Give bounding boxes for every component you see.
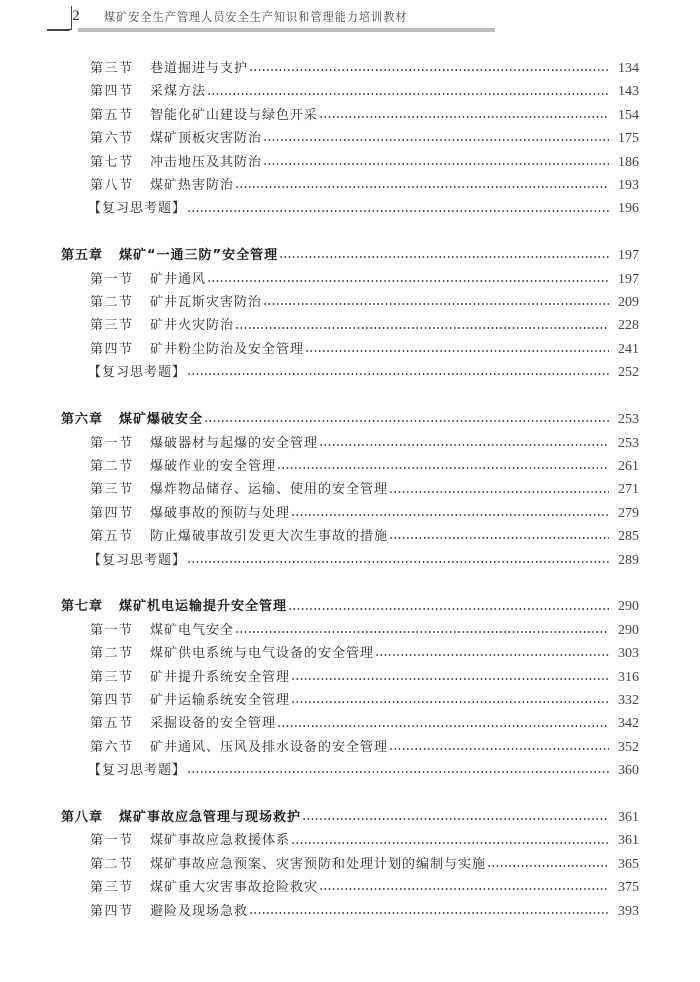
dot-leader: [288, 608, 609, 610]
toc-section-entry[interactable]: [0, 736, 700, 759]
toc-section-entry[interactable]: [0, 900, 700, 923]
dot-leader: [263, 139, 609, 141]
page-reference: 143: [618, 84, 639, 100]
dot-leader: [291, 701, 609, 703]
dot-leader: [291, 842, 609, 844]
page-reference: 290: [618, 599, 639, 615]
dot-leader: [263, 303, 609, 305]
page-reference: 253: [618, 412, 639, 428]
dot-leader: [302, 818, 609, 820]
section-title: 矿井运输系统安全管理: [150, 692, 291, 708]
toc-section-entry[interactable]: [0, 455, 700, 478]
toc-chapter-entry[interactable]: [0, 806, 700, 829]
toc-section-entry[interactable]: [0, 642, 700, 665]
section-title: 爆破事故的预防与处理: [150, 505, 291, 521]
chapter-number: 第五章: [61, 248, 104, 264]
section-number: 第三节: [90, 669, 134, 685]
page-reference: 352: [618, 739, 639, 755]
dot-leader: [207, 93, 609, 95]
page-reference: 209: [618, 295, 639, 311]
dot-leader: [277, 725, 609, 727]
toc-review-entry[interactable]: [0, 759, 700, 782]
toc-section-entry[interactable]: [0, 619, 700, 642]
toc-spacer: [0, 221, 700, 244]
toc-section-entry[interactable]: [0, 829, 700, 852]
section-title: 矿井提升系统安全管理: [150, 669, 291, 685]
dot-leader: [319, 116, 609, 118]
dot-leader: [204, 420, 609, 422]
section-number: 第二节: [90, 856, 134, 872]
section-number: 第二节: [90, 295, 134, 311]
dot-leader: [187, 561, 609, 563]
section-title: 冲击地压及其防治: [150, 154, 263, 170]
dot-leader: [319, 888, 609, 890]
toc-spacer: [0, 783, 700, 806]
toc-section-entry[interactable]: [0, 104, 700, 127]
dot-leader: [249, 69, 609, 71]
dot-leader: [187, 373, 609, 375]
table-of-contents: [0, 57, 700, 923]
section-number: 第四节: [90, 341, 134, 357]
section-title: 智能化矿山建设与绿色开采: [150, 107, 319, 123]
section-title: 煤矿热害防治: [150, 178, 235, 194]
dot-leader: [187, 771, 609, 773]
page-reference: 342: [618, 716, 639, 732]
toc-section-entry[interactable]: [0, 151, 700, 174]
chapter-title: 煤矿爆破安全: [119, 412, 204, 428]
section-number: 第三节: [90, 482, 134, 498]
page-reference: 361: [618, 810, 639, 825]
toc-section-entry[interactable]: [0, 127, 700, 150]
toc-section-entry[interactable]: [0, 80, 700, 103]
page-reference: 186: [618, 154, 639, 170]
page-reference: 261: [618, 458, 639, 474]
section-number: 第七节: [90, 154, 134, 170]
toc-chapter-entry[interactable]: [0, 595, 700, 618]
section-number: 第一节: [90, 271, 134, 287]
section-title: 煤矿顶板灾害防治: [150, 131, 263, 147]
chapter-number: 第八章: [61, 810, 104, 825]
section-number: 第四节: [90, 505, 134, 521]
section-title: 矿井瓦斯灾害防治: [150, 295, 263, 311]
section-number: 第三节: [90, 880, 134, 896]
section-title: 矿井通风、压风及排水设备的安全管理: [150, 739, 389, 755]
toc-section-entry[interactable]: [0, 57, 700, 80]
page-reference: 193: [618, 178, 639, 194]
section-title: 矿井粉尘防治及安全管理: [150, 341, 305, 357]
toc-chapter-entry[interactable]: [0, 408, 700, 431]
toc-section-entry[interactable]: [0, 876, 700, 899]
dot-leader: [375, 654, 609, 656]
page-number: 2: [72, 8, 80, 24]
dot-leader: [319, 444, 609, 446]
page-reference: 316: [618, 669, 639, 685]
section-number: 第五节: [90, 107, 134, 123]
toc-spacer: [0, 385, 700, 408]
review-title: 【复习思考题】: [88, 552, 187, 568]
dot-leader: [235, 631, 609, 633]
toc-section-entry[interactable]: [0, 314, 700, 337]
toc-section-entry[interactable]: [0, 478, 700, 501]
review-title: 【复习思考题】: [88, 763, 187, 779]
dot-leader: [291, 514, 609, 516]
dot-leader: [235, 327, 609, 329]
section-title: 煤矿电气安全: [150, 622, 235, 638]
section-title: 矿井通风: [150, 271, 207, 287]
toc-section-entry[interactable]: [0, 268, 700, 291]
toc-section-entry[interactable]: [0, 291, 700, 314]
section-title: 矿井火灾防治: [150, 318, 235, 334]
page-reference: 303: [618, 646, 639, 662]
header-rule-bar: [78, 28, 495, 32]
dot-leader: [389, 748, 609, 750]
toc-review-entry[interactable]: [0, 361, 700, 384]
page-reference: 196: [618, 201, 639, 217]
dot-leader: [207, 280, 609, 282]
page-reference: 332: [618, 692, 639, 708]
chapter-title: 煤矿事故应急管理与现场救护: [119, 810, 302, 825]
page-reference: 175: [618, 131, 639, 147]
review-title: 【复习思考题】: [88, 365, 187, 381]
section-number: 第五节: [90, 716, 134, 732]
section-title: 煤矿事故应急预案、灾害预防和处理计划的编制与实施: [150, 856, 487, 872]
page-reference: 360: [618, 763, 639, 779]
page-reference: 252: [618, 365, 639, 381]
page-reference: 290: [618, 622, 639, 638]
page-reference: 134: [618, 61, 639, 76]
section-title: 采煤方法: [150, 84, 207, 100]
dot-leader: [487, 865, 609, 867]
chapter-number: 第六章: [61, 412, 104, 428]
section-title: 煤矿供电系统与电气设备的安全管理: [150, 646, 375, 662]
page-reference: 241: [618, 341, 639, 357]
toc-chapter-entry[interactable]: [0, 244, 700, 267]
section-number: 第三节: [90, 61, 134, 76]
section-number: 第六节: [90, 131, 134, 147]
section-number: 第六节: [90, 739, 134, 755]
section-number: 第二节: [90, 646, 134, 662]
page-reference: 228: [618, 318, 639, 334]
section-title: 采掘设备的安全管理: [150, 716, 277, 732]
section-title: 巷道掘进与支护: [150, 61, 249, 76]
toc-section-entry[interactable]: [0, 689, 700, 712]
dot-leader: [235, 186, 609, 188]
section-number: 第三节: [90, 318, 134, 334]
toc-section-entry[interactable]: [0, 174, 700, 197]
section-title: 防止爆破事故引发更大次生事故的措施: [150, 529, 389, 545]
section-number: 第八节: [90, 178, 134, 194]
page-reference: 393: [618, 903, 639, 919]
section-number: 第一节: [90, 435, 134, 451]
page-reference: 289: [618, 552, 639, 568]
dot-leader: [277, 467, 609, 469]
page-reference: 375: [618, 880, 639, 896]
chapter-number: 第七章: [61, 599, 104, 615]
dot-leader: [249, 912, 609, 914]
chapter-title: 煤矿“一通三防”安全管理: [119, 248, 279, 264]
toc-section-entry[interactable]: [0, 502, 700, 525]
section-number: 第四节: [90, 903, 134, 919]
toc-spacer: [0, 572, 700, 595]
toc-section-entry[interactable]: [0, 432, 700, 455]
section-title: 爆破器材与起爆的安全管理: [150, 435, 319, 451]
review-title: 【复习思考题】: [88, 201, 187, 217]
dot-leader: [389, 537, 609, 539]
toc-review-entry[interactable]: [0, 197, 700, 220]
section-title: 煤矿事故应急救援体系: [150, 833, 291, 849]
section-number: 第五节: [90, 529, 134, 545]
section-number: 第一节: [90, 833, 134, 849]
dot-leader: [305, 350, 609, 352]
section-title: 避险及现场急救: [150, 903, 249, 919]
dot-leader: [291, 678, 609, 680]
section-number: 第四节: [90, 84, 134, 100]
section-number: 第二节: [90, 458, 134, 474]
page-reference: 154: [618, 107, 639, 123]
page-reference: 271: [618, 482, 639, 498]
section-number: 第四节: [90, 692, 134, 708]
dot-leader: [279, 256, 609, 258]
page-reference: 279: [618, 505, 639, 521]
toc-section-entry[interactable]: [0, 712, 700, 735]
page-reference: 197: [618, 271, 639, 287]
page-reference: 197: [618, 248, 639, 264]
section-title: 爆炸物品储存、运输、使用的安全管理: [150, 482, 389, 498]
page-reference: 361: [618, 833, 639, 849]
dot-leader: [187, 210, 609, 212]
page-reference: 253: [618, 435, 639, 451]
section-title: 爆破作业的安全管理: [150, 458, 277, 474]
page-reference: 285: [618, 529, 639, 545]
running-head-title: 煤矿安全生产管理人员安全生产知识和管理能力培训教材: [104, 10, 408, 24]
toc-section-entry[interactable]: [0, 853, 700, 876]
section-number: 第一节: [90, 622, 134, 638]
dot-leader: [263, 163, 609, 165]
toc-section-entry[interactable]: [0, 525, 700, 548]
toc-section-entry[interactable]: [0, 666, 700, 689]
chapter-title: 煤矿机电运输提升安全管理: [119, 599, 288, 615]
toc-section-entry[interactable]: [0, 338, 700, 361]
page-reference: 365: [618, 856, 639, 872]
dot-leader: [389, 491, 609, 493]
section-title: 煤矿重大灾害事故抢险救灾: [150, 880, 319, 896]
toc-review-entry[interactable]: [0, 549, 700, 572]
page-number-underline: [47, 29, 72, 30]
